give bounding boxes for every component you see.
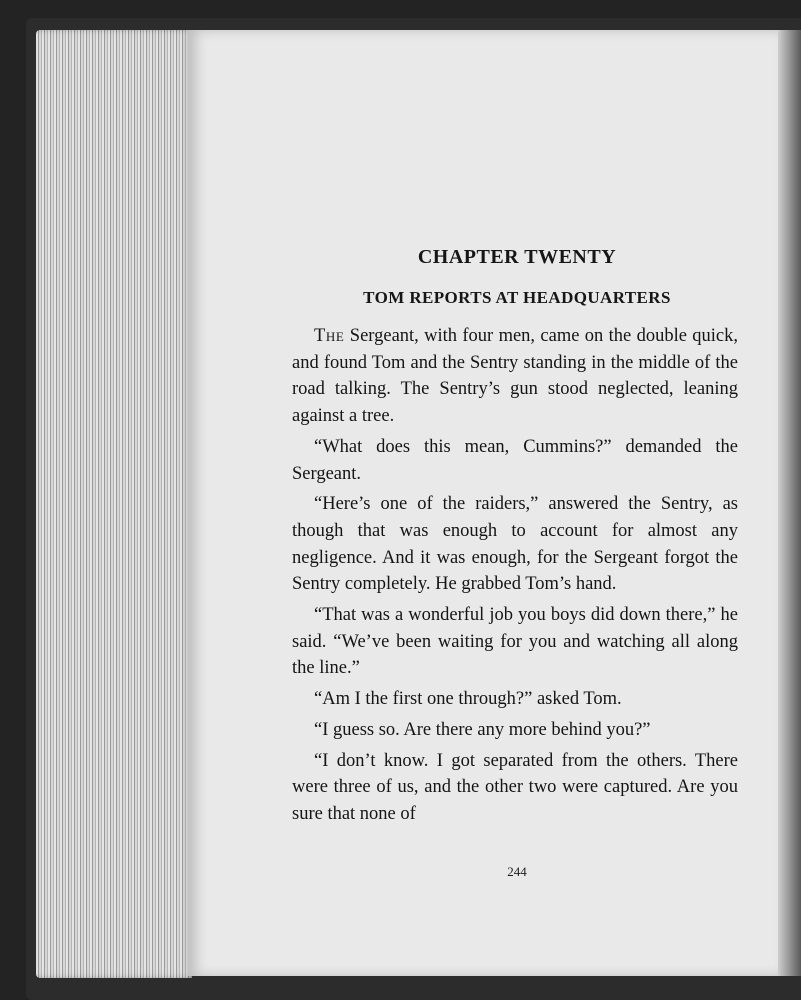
paragraph-2: “What does this mean, Cummins?” demanded the Sergeant. <box>292 436 738 484</box>
chapter-title: TOM REPORTS AT HEADQUARTERS <box>363 288 671 307</box>
paragraph-6: “I guess so. Are there any more behind you?” <box>314 719 651 740</box>
page-number: 244 <box>507 864 527 879</box>
paragraph-1 <box>292 323 738 430</box>
paragraph-lead: The <box>314 326 345 346</box>
paragraph-5: “Am I the first one through?” asked Tom. <box>314 689 622 710</box>
gutter-shadow <box>778 30 801 976</box>
paragraph-text: Sergeant, with four men, came on the double quick, and found Tom and the Sentry standing in the middle of the road talking. The Sentry’s gun stood neglected, leaning against a tree. <box>292 326 738 427</box>
chapter-heading: CHAPTER TWENTY <box>417 246 617 268</box>
paragraph-4: “That was a wonderful job you boys did down there,” he said. “We’ve been waiting for you and watching all along the line.” <box>292 605 738 679</box>
page-stack-edge <box>36 30 192 978</box>
paragraph-7: “I don’t know. I got separated from the others. There were three of us, and the other two were captured. Are you sure that none of <box>292 750 738 824</box>
body-text <box>292 323 738 832</box>
paragraph-3: “Here’s one of the raiders,” answered the Sentry, as though that was enough to account for almost any negligence. And it was enough, for the Sergeant forgot the Sentry completely. He grabbed Tom’s hand. <box>292 494 738 595</box>
